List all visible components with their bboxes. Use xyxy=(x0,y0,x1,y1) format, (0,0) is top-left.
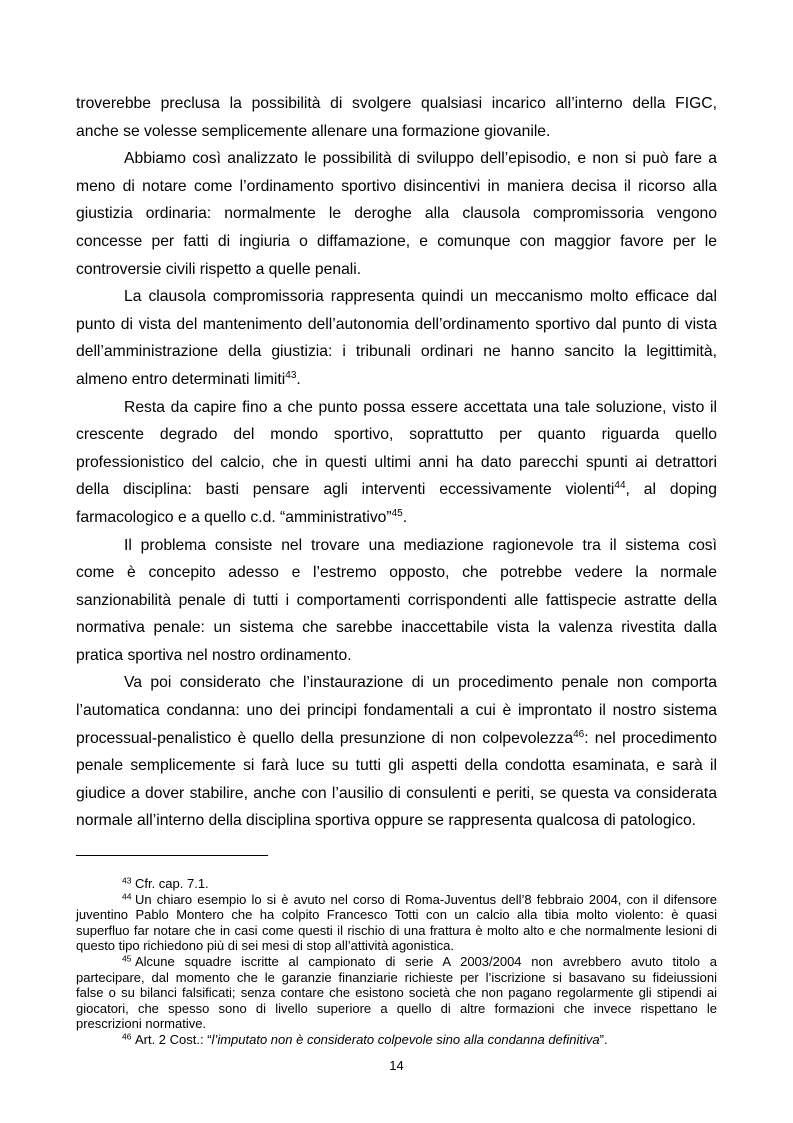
body-line: Il problema consiste nel trovare una mediazione ragionevole tra il sistema così xyxy=(124,536,717,554)
body-line: punto di vista del mantenimento dell’autonomia dell’ordinamento sportivo dal punto di vista xyxy=(76,315,717,333)
footnote-text: Alcune squadre iscritte al campionato di serie A 2003/2004 non avrebbero avuto titolo a xyxy=(134,953,717,969)
footnote-number: 46 xyxy=(122,1031,132,1042)
body-line: troverebbe preclusa la possibilità di svolgere qualsiasi incarico all’interno della FIGC, xyxy=(76,95,717,112)
footnote-line: prescrizioni normative. xyxy=(76,1016,207,1032)
footnote-text: Cfr. cap. 7.1. xyxy=(134,876,209,891)
footnote-44 xyxy=(76,892,717,954)
body-line: penale semplicemente si farà luce su tutti gli aspetti della condotta esaminata, e sarà il xyxy=(76,757,717,775)
body-paragraph xyxy=(76,532,717,670)
body-line-text: almeno entro determinati limiti xyxy=(76,370,286,388)
page-number: 14 xyxy=(389,1058,404,1073)
footnote-text: Art. 2 Cost.: “ xyxy=(134,1031,212,1047)
body-line: pratica sportiva nel nostro ordinamento. xyxy=(76,646,352,664)
footnote-text: Un chiaro esempio lo si è avuto nel corso di Roma-Juventus dell’8 febbraio 2004, con il difensore xyxy=(134,891,717,907)
footnote-ref: 44 xyxy=(614,480,626,492)
footnote-ref: 43 xyxy=(285,369,297,381)
footnote-45 xyxy=(76,954,717,1032)
body-line: concesse per fatti di ingiuria o diffamazione, e comunque con maggior favore per le xyxy=(76,232,717,250)
footnote-line xyxy=(76,892,717,908)
footnote-line: juventino Pablo Montero che ha colpito Francesco Totti con un calcio alla tibia molto violento: è quasi xyxy=(76,907,717,923)
body-line-text: . xyxy=(402,508,408,526)
body-line: normativa penale: un sistema che sarebbe inaccettabile vista la valenza rivestita dalla xyxy=(76,619,717,637)
body-paragraph xyxy=(76,145,717,283)
footnote-line xyxy=(76,1032,717,1048)
footnote-quote-italic: l’imputato non è considerato colpevole sino alla condanna definitiva xyxy=(211,1031,600,1047)
body-paragraph xyxy=(76,283,717,393)
body-line: dell’amministrazione della giustizia: i tribunali ordinari ne hanno sancito la legittimità, xyxy=(76,343,717,361)
footnote-number: 44 xyxy=(122,891,132,902)
footnote-46 xyxy=(76,1032,717,1048)
body-paragraph xyxy=(76,90,717,145)
footnote-separator xyxy=(76,855,268,856)
body-line-text: , al doping xyxy=(625,481,717,499)
body-line: come è concepito adesso e l’estremo opposto, che potrebbe vedere la normale xyxy=(76,564,717,582)
footnote-number: 43 xyxy=(122,875,132,886)
body-line: meno di notare come l’ordinamento sportivo disincentivi in maniera decisa il ricorso alla xyxy=(76,177,717,195)
footnote-line xyxy=(76,876,717,892)
footnote-line: partecipare, dal momento che le garanzie finanziarie richieste per l’iscrizione si basavano su fideiussioni xyxy=(76,969,717,985)
body-text xyxy=(76,90,717,835)
body-line-text: farmacologico e a quello c.d. “amministrativo” xyxy=(76,508,392,526)
body-line-text: della disciplina: basti pensare agli interventi eccessivamente violenti xyxy=(76,481,615,499)
footnote-line: false o su bilanci falsificati; senza contare che esistono società che non pagano regolarmente gli stipendi ai xyxy=(76,985,717,1001)
footnote-line xyxy=(76,954,717,970)
footnote-ref: 45 xyxy=(391,507,403,519)
body-line xyxy=(76,504,717,532)
footnote-number: 45 xyxy=(122,953,132,964)
body-line: Va poi considerato che l’instaurazione di un procedimento penale non comporta xyxy=(124,674,717,692)
body-line: l’automatica condanna: uno dei principi fondamentali a cui è improntato il nostro sistema xyxy=(76,702,717,720)
body-line xyxy=(76,366,717,394)
body-line: sanzionabilità penale di tutti i comportamenti corrispondenti alle fattispecie astratte della xyxy=(76,591,717,609)
body-line-text: : nel procedimento xyxy=(584,729,717,747)
footnote-text: ”. xyxy=(599,1031,608,1047)
body-line: crescente degrado del mondo sportivo, soprattutto per quanto riguarda quello xyxy=(76,426,717,444)
body-line: Resta da capire fino a che punto possa essere accettata una tale soluzione, visto il xyxy=(124,398,717,416)
body-line: professionistico del calcio, che in questi ultimi anni ha dato parecchi spunti ai detrattori xyxy=(76,453,717,471)
body-line: Abbiamo così analizzato le possibilità di sviluppo dell’episodio, e non si può fare a xyxy=(124,150,717,168)
body-line: giudice a dover stabilire, anche con l’ausilio di consulenti e periti, se questa va considerata xyxy=(76,784,717,802)
body-line-text: . xyxy=(296,370,301,388)
body-line: normale all’interno della disciplina sportiva oppure se rappresenta qualcosa di patologico. xyxy=(76,812,697,830)
footnote-line: questo tipo richiedono più di sei mesi di stop all’attività agonistica. xyxy=(76,938,454,954)
body-line-text: processual-penalistico è quello della presunzione di non colpevolezza xyxy=(76,729,574,747)
footnote-ref: 46 xyxy=(573,728,585,740)
body-line xyxy=(76,725,717,753)
footnote-line: giocatori, che spesso sono di livello superiore a quello di altre formazioni che invece rispettano le xyxy=(76,1000,717,1016)
footnote-line: superfluo far notare che in casi come questi il rischio di una frattura è molto alto e che normalmente lesioni di xyxy=(76,922,717,938)
body-paragraph xyxy=(76,669,717,835)
footnotes xyxy=(76,876,717,1048)
footnote-43 xyxy=(76,876,717,892)
body-line: La clausola compromissoria rappresenta quindi un meccanismo molto efficace dal xyxy=(124,288,717,306)
body-paragraph xyxy=(76,394,717,532)
body-line xyxy=(76,476,717,504)
body-line: giustizia ordinaria: normalmente le deroghe alla clausola compromissoria vengono xyxy=(76,205,717,223)
body-line: anche se volesse semplicemente allenare una formazione giovanile. xyxy=(76,122,551,140)
body-line: controversie civili rispetto a quelle penali. xyxy=(76,260,362,278)
